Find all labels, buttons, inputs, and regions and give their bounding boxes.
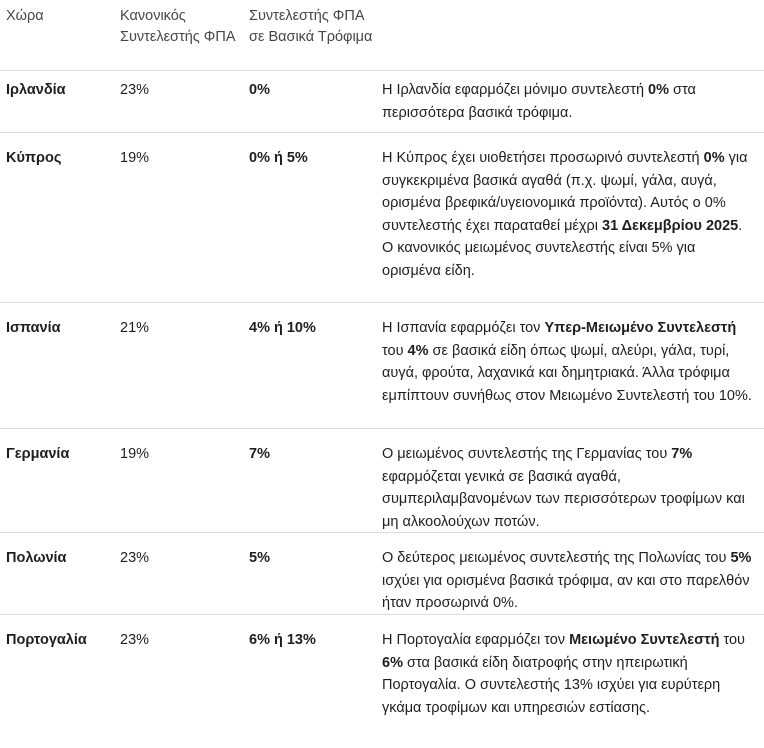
table-row xyxy=(0,132,764,302)
note-text: Η Κύπρος έχει υιοθετήσει προσωρινό συντελεστή xyxy=(382,150,704,166)
basic-food-rate-cell: 0% xyxy=(249,82,270,98)
country-cell: Κύπρος xyxy=(6,150,62,166)
note-text: του xyxy=(719,632,745,648)
basic-food-rate-cell: 0% ή 5% xyxy=(249,150,308,166)
note-text: Η Ιρλανδία εφαρμόζει μόνιμο συντελεστή xyxy=(382,82,649,98)
note-highlight: 7% xyxy=(671,446,693,462)
table-row xyxy=(0,614,764,729)
table-row xyxy=(0,532,764,614)
country-cell: Ισπανία xyxy=(6,320,61,336)
note-text: ισχύει για ορισμένα βασικά τρόφιμα, αν και στο παρελθόν ήταν προσωρινά 0%. xyxy=(382,572,750,611)
note-text: Ο δεύτερος μειωμένος συντελεστής της Πολωνίας του xyxy=(382,550,731,566)
header-country: Χώρα xyxy=(6,8,44,24)
note-text: του xyxy=(382,342,408,359)
standard-rate-cell: 19% xyxy=(120,150,150,166)
standard-rate-cell: 21% xyxy=(120,320,150,336)
table-row xyxy=(0,302,764,428)
note-cell xyxy=(382,79,752,124)
country-cell: Πορτογαλία xyxy=(6,632,87,648)
header-basic-food-rate: Συντελεστής ΦΠΑ σε Βασικά Τρόφιμα xyxy=(249,8,373,45)
basic-food-rate-cell: 6% ή 13% xyxy=(249,632,316,648)
country-cell: Ιρλανδία xyxy=(6,82,66,98)
table-row xyxy=(0,428,764,532)
note-text: στα βασικά είδη διατροφής στην ηπειρωτική Πορτογαλία. Ο συντελεστής 13% ισχύει για ευρύτερη γκάμα τροφίμων και υπηρεσιών εστίασης. xyxy=(382,654,721,716)
country-cell: Πολωνία xyxy=(6,550,67,566)
country-cell: Γερμανία xyxy=(6,446,70,462)
standard-rate-cell: 23% xyxy=(120,82,150,98)
table-row xyxy=(0,70,764,132)
note-highlight: 5% xyxy=(730,550,752,566)
note-cell xyxy=(382,147,752,282)
note-text: Ο μειωμένος συντελεστής της Γερμανίας του xyxy=(382,446,672,462)
note-highlight: 0% xyxy=(703,150,725,166)
note-text: στα περισσότερα βασικά τρόφιμα. xyxy=(382,82,696,121)
header-standard-rate: Κανονικός Συντελεστής ΦΠΑ xyxy=(120,8,236,45)
basic-food-rate-cell: 7% xyxy=(249,446,270,462)
standard-rate-cell: 23% xyxy=(120,632,150,648)
note-cell xyxy=(382,629,752,719)
table-header xyxy=(0,0,764,70)
note-text: Η Πορτογαλία εφαρμόζει τον xyxy=(382,632,570,648)
standard-rate-cell: 23% xyxy=(120,550,150,566)
note-text: για συγκεκριμένα βασικά αγαθά (π.χ. ψωμί, γάλα, αυγά, ορισμένα βρεφικά/υγειονομικά προϊόντα). Αυτός ο 0% συντελεστής έχει παραταθεί μέχρι xyxy=(382,150,748,234)
note-highlight: 31 Δεκεμβρίου 2025 xyxy=(602,217,739,234)
note-text: εφαρμόζεται γενικά σε βασικά αγαθά, συμπεριλαμβανομένων των περισσότερων τροφίμων και μη αλκοολούχων ποτών. xyxy=(382,468,745,530)
note-highlight: 4% xyxy=(407,342,429,359)
basic-food-rate-cell: 4% ή 10% xyxy=(249,320,316,336)
note-highlight: Μειωμένο Συντελεστή xyxy=(569,632,720,648)
basic-food-rate-cell: 5% xyxy=(249,550,270,566)
note-highlight: Υπερ-Μειωμένο Συντελεστή xyxy=(544,320,737,336)
note-cell xyxy=(382,317,752,407)
note-highlight: 0% xyxy=(648,82,670,98)
note-cell xyxy=(382,443,752,533)
standard-rate-cell: 19% xyxy=(120,446,150,462)
note-text: Η Ισπανία εφαρμόζει τον xyxy=(382,320,545,336)
note-highlight: 6% xyxy=(382,654,403,671)
note-text: σε βασικά είδη όπως ψωμί, αλεύρι, γάλα, τυρί, αυγά, φρούτα, λαχανικά και δημητριακά. Άλλα τρόφιμα εμπίπτουν συνήθως στον Μειωμένο Συντελεστή του 10%. xyxy=(382,342,752,404)
note-text: . Ο κανονικός μειωμένος συντελεστής είναι 5% για ορισμένα είδη. xyxy=(382,217,743,279)
note-cell xyxy=(382,547,752,615)
